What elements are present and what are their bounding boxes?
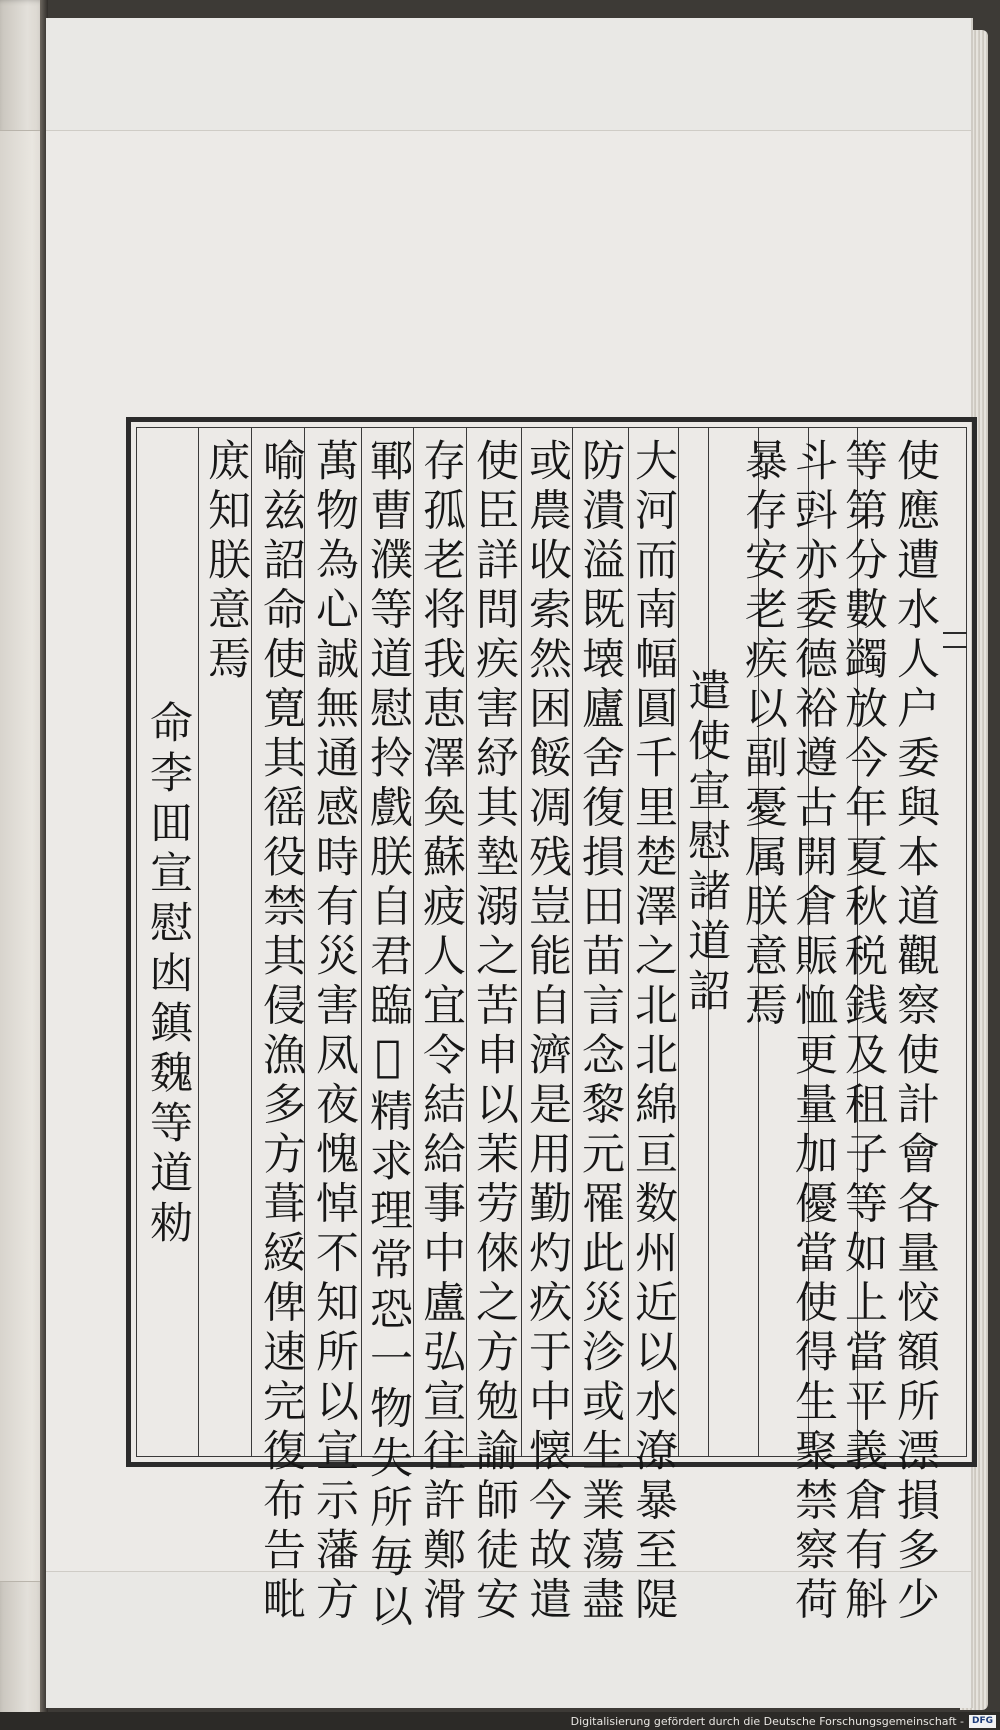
text-column [626,438,680,1626]
frame-edge-tab [943,632,967,648]
text-column [836,438,890,1626]
footer-credit: Digitalisierung gefördert durch die Deutsche Forschungsgemeinschaft - [570,1715,964,1728]
column-text: 萬物為心誠無通感時有災害凤夜愧悼不知所以宣示藩方 [309,438,359,1626]
text-column [736,438,790,1458]
column-text: 鄆曹濮等道慰拎戲朕自君臨𥨸精求理常恐一物失所毎以 [363,438,413,1633]
section-title-text: 命李囬宣慰凼鎮魏等道勑 [143,700,193,1250]
text-column [467,438,521,1626]
column-text: 使應遭水人户委與本道觀察使計會各量恔額所漂損多少 [890,438,940,1626]
text-column [414,438,468,1626]
text-column [199,438,253,1458]
column-text: 庻知朕意焉 [201,438,251,686]
column-text: 使臣詳問疾害紓其墊溺之苦申以茉劳倈之方勉諭師徒安 [469,438,519,1626]
text-column [520,438,574,1626]
text-column [254,438,308,1626]
text-column [361,438,415,1633]
section-title [679,668,733,1688]
column-text: 暴存安老疾以副憂属朕意焉 [738,438,788,1032]
footer-bar [0,1712,1000,1730]
column-text: 防潰溢既壊廬舍復損田苗言念黎元罹此災沴或生業蕩盡 [575,438,625,1626]
column-text: 喻兹詔命使寛其徭役禁其侵漁多方葺綏俾速完復布告毗 [256,438,306,1626]
dfg-logo: DFG [969,1715,996,1728]
text-column [573,438,627,1626]
text-column [786,438,840,1626]
column-text: 等第分數蠲放今年夏秋税銭及租子等如上當平義倉有斛 [838,438,888,1626]
section-title-text: 遣使宣慰諸道詔 [681,668,731,1018]
column-text: 或農收索然困餒凋残豈能自濟是用勤灼疚于中懐今故遣 [522,438,572,1626]
column-text: 斗㪷亦委德裕遵古開倉賑恤更量加優當使得生聚禁察荷 [788,438,838,1626]
text-column [307,438,361,1626]
column-text: 存孤老将我恵澤奐蘇疲人宜令結給事中盧弘宣往許鄭滑 [416,438,466,1626]
section-title [141,700,195,1720]
column-text: 大河而南幅圓千里楚澤之北北綿亘数州近以水潦暴至隄 [628,438,678,1626]
text-column [888,438,942,1626]
